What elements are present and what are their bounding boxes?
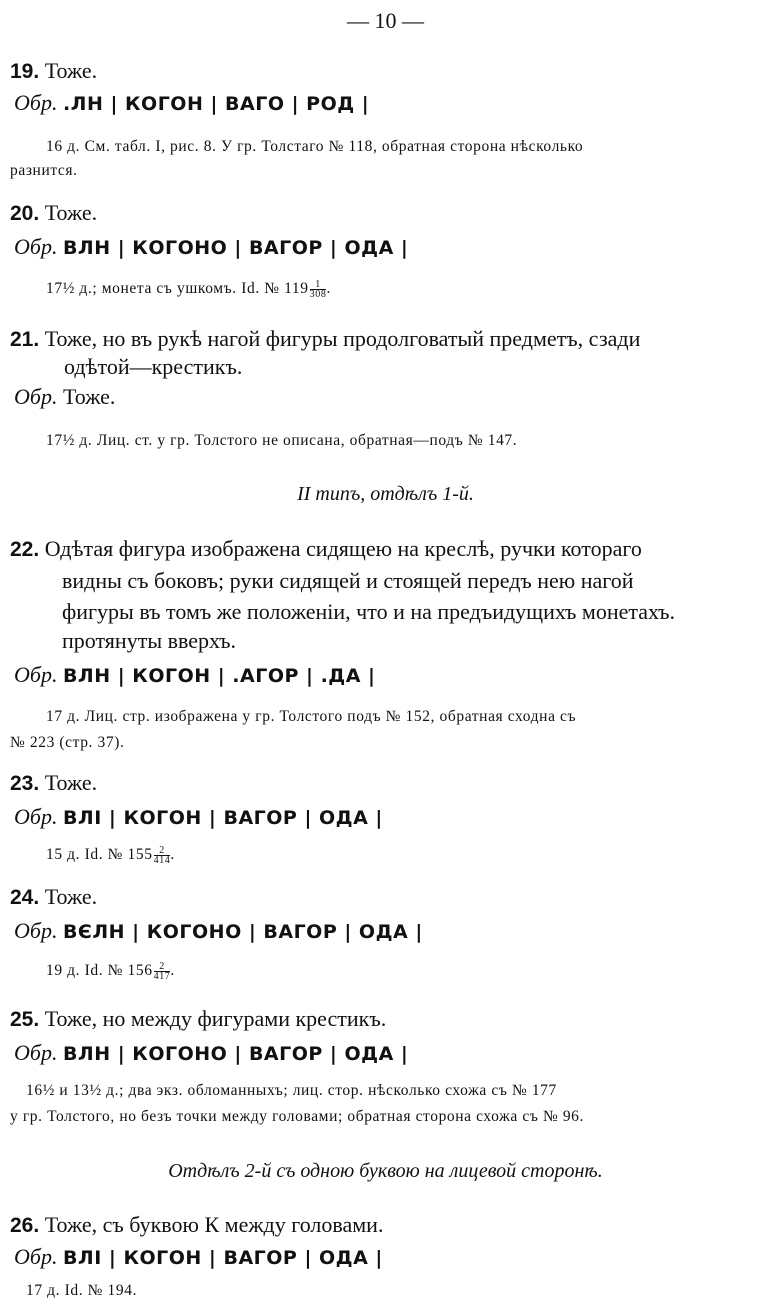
note-text: 17½ д.; монета съ ушкомъ. Id. № 119 [46, 280, 309, 297]
entry-24-obverse [14, 918, 423, 944]
section-heading-subsection-2: Отдѣлъ 2-й съ одною буквою на лицевой сторонѣ. [168, 1160, 603, 1182]
entry-number: 21. [10, 328, 40, 351]
entry-20-obverse [14, 234, 408, 260]
entry-text: Тоже. [44, 200, 98, 225]
fraction-denominator: 308 [309, 289, 327, 300]
entry-26-note: 17 д. Id. № 194. [26, 1282, 138, 1299]
note-text: 19 д. Id. № 156 [46, 962, 153, 979]
note-tail: . [170, 962, 175, 979]
obverse-legend: ВЄЛН | КОГОНО | ВАГОР | ОДА | [62, 921, 423, 943]
obverse-label: Обр. [14, 918, 58, 943]
fraction-numerator: 2 [159, 961, 165, 972]
entry-23-heading [10, 770, 97, 796]
entry-number: 22. [10, 538, 40, 561]
obverse-label: Обр. [14, 662, 58, 687]
note-tail: . [326, 280, 331, 297]
catalog-fraction [154, 962, 171, 981]
entry-number: 19. [10, 60, 40, 83]
entry-20-heading [10, 200, 97, 226]
obverse-legend: ВЛН | КОГОНО | ВАГОР | ОДА | [62, 237, 409, 259]
entry-22-note-line2: № 223 (стр. 37). [10, 734, 125, 751]
entry-23-obverse [14, 804, 383, 830]
entry-25-obverse [14, 1040, 408, 1066]
obverse-legend: ВЛН | КОГОН | .АГОР | .ДА | [62, 665, 376, 687]
entry-24-heading [10, 884, 97, 910]
entry-24-note [46, 962, 175, 981]
entry-21-heading [10, 326, 640, 352]
entry-text: Тоже, но между фигурами крестикъ. [44, 1006, 387, 1031]
entry-text: Одѣтая фигура изображена сидящею на креслѣ, ручки котораго [44, 536, 642, 561]
fraction-numerator: 1 [315, 279, 321, 290]
entry-22-text-line3: фигуры въ томъ же положеніи, что и на предъидущихъ монетахъ. [62, 599, 676, 624]
entry-number: 24. [10, 886, 40, 909]
entry-25-note-line1: 16½ и 13½ д.; два экз. обломанныхъ; лиц. стор. нѣсколько схожа съ № 177 [26, 1082, 557, 1099]
entry-26-obverse [14, 1244, 383, 1270]
fraction-numerator: 2 [159, 845, 165, 856]
obverse-label: Обр. [14, 90, 58, 115]
entry-22-heading [10, 536, 642, 562]
entry-19-note-line2: разнится. [10, 162, 78, 179]
obverse-label: Обр. [14, 1244, 58, 1269]
entry-26-heading [10, 1212, 383, 1238]
fraction-denominator: 414 [153, 855, 171, 866]
obverse-label: Обр. [14, 384, 58, 409]
entry-25-note-line2: у гр. Толстого, но безъ точки между головами; обратная сторона схожа съ № 96. [10, 1108, 584, 1125]
entry-25-heading [10, 1006, 386, 1032]
catalog-fraction [154, 846, 171, 865]
entry-22-note-line1: 17 д. Лиц. стр. изображена у гр. Толстого подъ № 152, обратная сходна съ [46, 708, 577, 725]
catalog-fraction [310, 280, 327, 299]
entry-19-note-line1: 16 д. См. табл. I, рис. 8. У гр. Толстаго № 118, обратная сторона нѣсколько [46, 138, 584, 155]
note-tail: . [170, 846, 175, 863]
entry-21-text-line2: одѣтой—крестикъ. [64, 354, 243, 379]
note-text: 15 д. Id. № 155 [46, 846, 153, 863]
entry-text: Тоже. [44, 884, 98, 909]
entry-text: Тоже, но въ рукѣ нагой фигуры продолговатый предметъ, сзади [44, 326, 641, 351]
obverse-text: Тоже. [62, 384, 116, 409]
entry-20-note [46, 280, 331, 299]
section-heading-type-2: II типъ, отдѣлъ 1-й. [297, 483, 474, 505]
entry-number: 20. [10, 202, 40, 225]
entry-21-obverse [14, 384, 115, 410]
entry-text: Тоже, съ буквою К между головами. [44, 1212, 384, 1237]
page-number: — 10 — [347, 8, 424, 33]
entry-text: Тоже. [44, 770, 98, 795]
obverse-legend: ВЛІ | КОГОН | ВАГОР | ОДА | [62, 1247, 383, 1269]
obverse-legend: .ЛН | КОГОН | ВАГО | РОД | [62, 93, 370, 115]
obverse-label: Обр. [14, 804, 58, 829]
fraction-denominator: 417 [153, 971, 171, 982]
entry-22-text-line2: видны съ боковъ; руки сидящей и стоящей передъ нею нагой [62, 568, 634, 593]
entry-number: 23. [10, 772, 40, 795]
entry-23-note [46, 846, 175, 865]
entry-22-obverse [14, 662, 375, 688]
entry-number: 26. [10, 1214, 40, 1237]
obverse-legend: ВЛІ | КОГОН | ВАГОР | ОДА | [62, 807, 383, 829]
entry-number: 25. [10, 1008, 40, 1031]
entry-text: Тоже. [44, 58, 98, 83]
obverse-label: Обр. [14, 1040, 58, 1065]
entry-19-heading [10, 58, 97, 84]
obverse-label: Обр. [14, 234, 58, 259]
entry-21-note: 17½ д. Лиц. ст. у гр. Толстого не описана, обратная—подъ № 147. [46, 432, 518, 449]
entry-19-obverse [14, 90, 369, 116]
obverse-legend: ВЛН | КОГОНО | ВАГОР | ОДА | [62, 1043, 409, 1065]
entry-22-text-line4: протянуты вверхъ. [62, 628, 237, 653]
